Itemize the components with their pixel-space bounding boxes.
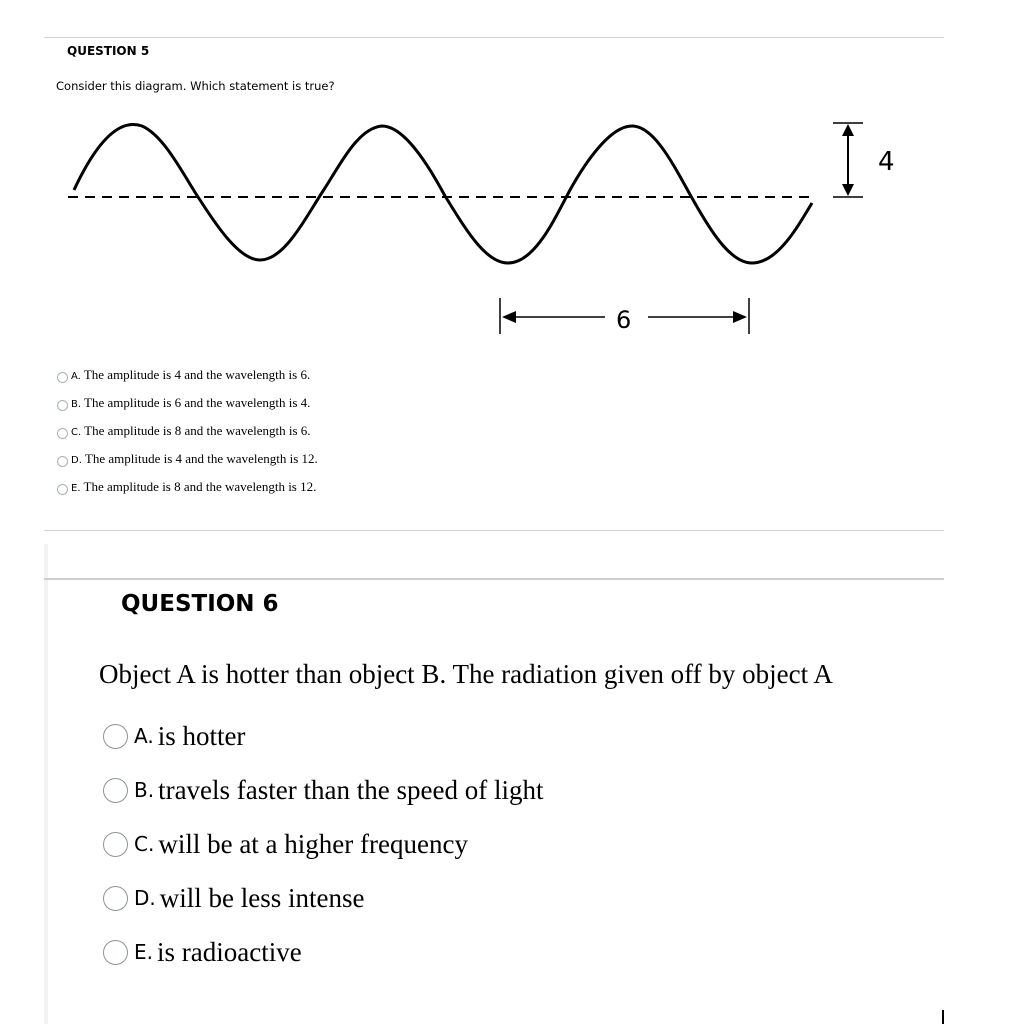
option-text: is hotter (157, 720, 246, 751)
q5-option-e[interactable] (57, 473, 318, 501)
option-letter: B. (134, 778, 155, 802)
option-text: will be at a higher frequency (158, 828, 468, 859)
option-text: The amplitude is 8 and the wavelength is 6. (84, 423, 311, 438)
q5-option-b[interactable] (57, 389, 318, 417)
radio-button[interactable] (103, 832, 128, 857)
q6-option-b[interactable] (103, 763, 543, 817)
radio-button[interactable] (57, 400, 68, 411)
radio-button[interactable] (57, 484, 68, 495)
option-letter: B. (71, 398, 82, 410)
q6-option-c[interactable] (103, 817, 543, 871)
wavelength-arrow-left-icon (502, 311, 516, 323)
question-6-prompt: Object A is hotter than object B. The radiation given off by object A (99, 659, 833, 689)
question-6-top-divider (44, 578, 944, 580)
option-text: travels faster than the speed of light (158, 774, 544, 805)
question-5-title: QUESTION 5 (67, 44, 150, 58)
option-text: is radioactive (157, 936, 302, 967)
radio-button[interactable] (57, 428, 68, 439)
option-text: The amplitude is 4 and the wavelength is 12. (84, 451, 318, 466)
radio-button[interactable] (103, 940, 128, 965)
option-letter: A. (134, 724, 154, 748)
option-letter: E. (71, 482, 81, 494)
question-6-title: QUESTION 6 (121, 591, 279, 617)
radio-button[interactable] (103, 778, 128, 803)
option-text: The amplitude is 4 and the wavelength is 6. (83, 367, 311, 382)
q6-option-a[interactable] (103, 709, 543, 763)
amplitude-arrow-down-icon (842, 184, 854, 196)
amplitude-label: 4 (878, 147, 895, 177)
option-letter: E. (134, 940, 153, 964)
wave-diagram (60, 108, 910, 343)
question-5-prompt: Consider this diagram. Which statement is true? (56, 79, 335, 93)
question-5-options (57, 361, 318, 501)
option-text: The amplitude is 8 and the wavelength is 12. (83, 479, 317, 494)
q6-option-e[interactable] (103, 925, 543, 979)
radio-button[interactable] (103, 886, 128, 911)
option-text: will be less intense (159, 882, 365, 913)
radio-button[interactable] (57, 372, 68, 383)
option-letter: D. (71, 454, 82, 466)
q5-option-a[interactable] (57, 361, 318, 389)
option-text: The amplitude is 6 and the wavelength is 4. (84, 395, 311, 410)
text-cursor (942, 1010, 944, 1024)
radio-button[interactable] (103, 724, 128, 749)
wavelength-label: 6 (616, 306, 632, 334)
radio-button[interactable] (57, 456, 68, 467)
option-letter: A. (71, 370, 81, 382)
panel-edge (44, 544, 48, 1024)
wavelength-arrow-right-icon (733, 311, 747, 323)
amplitude-arrow-up-icon (842, 124, 854, 136)
top-divider (44, 37, 944, 38)
q5-option-d[interactable] (57, 445, 318, 473)
q5-option-c[interactable] (57, 417, 318, 445)
sine-wave (74, 124, 812, 263)
option-letter: D. (134, 886, 156, 910)
option-letter: C. (71, 426, 82, 438)
q6-option-d[interactable] (103, 871, 543, 925)
question-6-options (103, 709, 543, 979)
option-letter: C. (134, 832, 155, 856)
question-5-bottom-divider (44, 530, 944, 531)
